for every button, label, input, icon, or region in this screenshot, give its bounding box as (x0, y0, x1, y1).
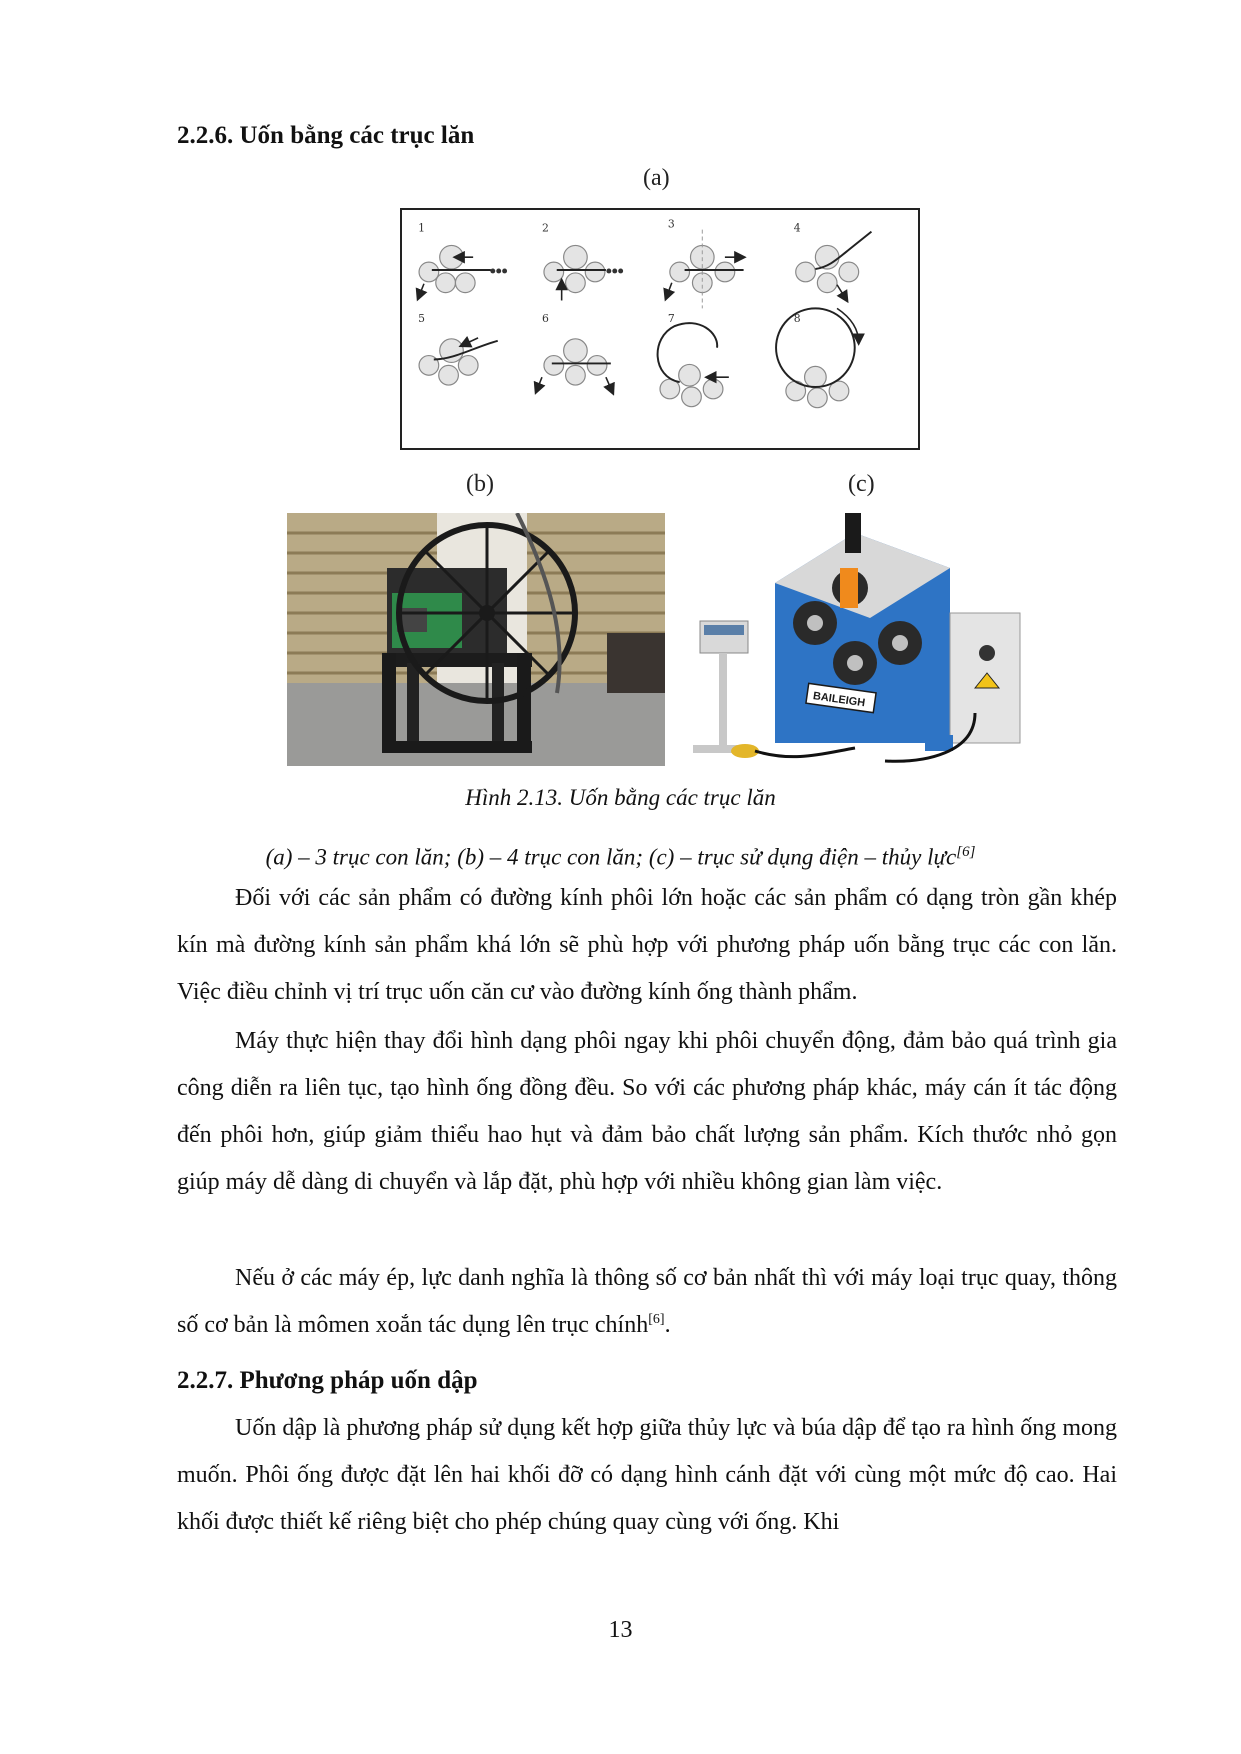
paragraph-3-tail: . (664, 1312, 671, 1338)
step-number-6: 6 (541, 312, 549, 326)
step-number-7: 7 (667, 312, 675, 326)
caption-reference: [6] (956, 844, 976, 860)
caption-detail-text: (a) – 3 trục con lăn; (b) – 4 trục con lăn; (c) – trục sử dụng điện – thủy lực (265, 844, 957, 870)
paragraph-1: Đối với các sản phẩm có đường kính phôi lớn hoặc các sản phẩm có dạng tròn gần khép kín mà đường kính sản phẩm khá lớn sẽ phù hợp với phương pháp uốn bằng trục các con lăn. Việc điều chỉnh vị trí trục uốn căn cư vào đường kính ống thành phẩm. (177, 885, 1117, 1005)
paragraph-4: Uốn dập là phương pháp sử dụng kết hợp giữa thủy lực và búa dập để tạo ra hình ống mong muốn. Phôi ống được đặt lên hai khối đỡ có dạng hình cánh đặt với cùng một mức độ cao. Hai khối được thiết kế riêng biệt cho phép chúng quay cùng với ống. Khi (177, 1415, 1117, 1535)
roller-steps-svg (402, 210, 918, 448)
machine-brand-label: BAILEIGH (812, 690, 866, 710)
section-heading-2-2-6: 2.2.6. Uốn bằng các trục lăn (177, 122, 475, 149)
step-number-1: 1 (418, 221, 425, 235)
figure-caption-detail (0, 838, 1241, 872)
step-number-5: 5 (418, 312, 425, 326)
figure-label-b: (b) (466, 471, 494, 497)
figure-caption-title: Hình 2.13. Uốn bằng các trục lăn (465, 785, 776, 810)
roller-bending-steps-diagram (400, 208, 920, 450)
paragraph-3-reference: [6] (648, 1312, 665, 1327)
figure-label-c: (c) (848, 471, 875, 497)
step-number-8: 8 (793, 312, 801, 326)
paragraph-2: Máy thực hiện thay đổi hình dạng phôi ngay khi phôi chuyển động, đảm bảo quá trình gia công diễn ra liên tục, tạo hình ống đồng đều. So với các phương pháp khác, máy cán ít tác động đến phôi hơn, giúp giảm thiểu hao hụt và đảm bảo chất lượng sản phẩm. Kích thước nhỏ gọn giúp máy dễ dàng di chuyển và lắp đặt, phù hợp với nhiều không gian làm việc. (177, 1028, 1117, 1195)
step-number-2: 2 (541, 221, 549, 235)
hydraulic-roller-machine-photo (675, 513, 1040, 766)
page-number: 13 (608, 1617, 633, 1643)
figure-label-a: (a) (643, 165, 670, 191)
step-number-3: 3 (667, 217, 675, 231)
paragraph-3-text: Nếu ở các máy ép, lực danh nghĩa là thông số cơ bản nhất thì với máy loại trục quay, thông số cơ bản là mômen xoắn tác dụng lên trục chính (177, 1265, 1117, 1338)
paragraph-3 (177, 1255, 1117, 1349)
step-number-4: 4 (793, 221, 801, 235)
four-roller-bender-photo (287, 513, 665, 766)
section-heading-2-2-7: 2.2.7. Phương pháp uốn dập (177, 1367, 478, 1394)
